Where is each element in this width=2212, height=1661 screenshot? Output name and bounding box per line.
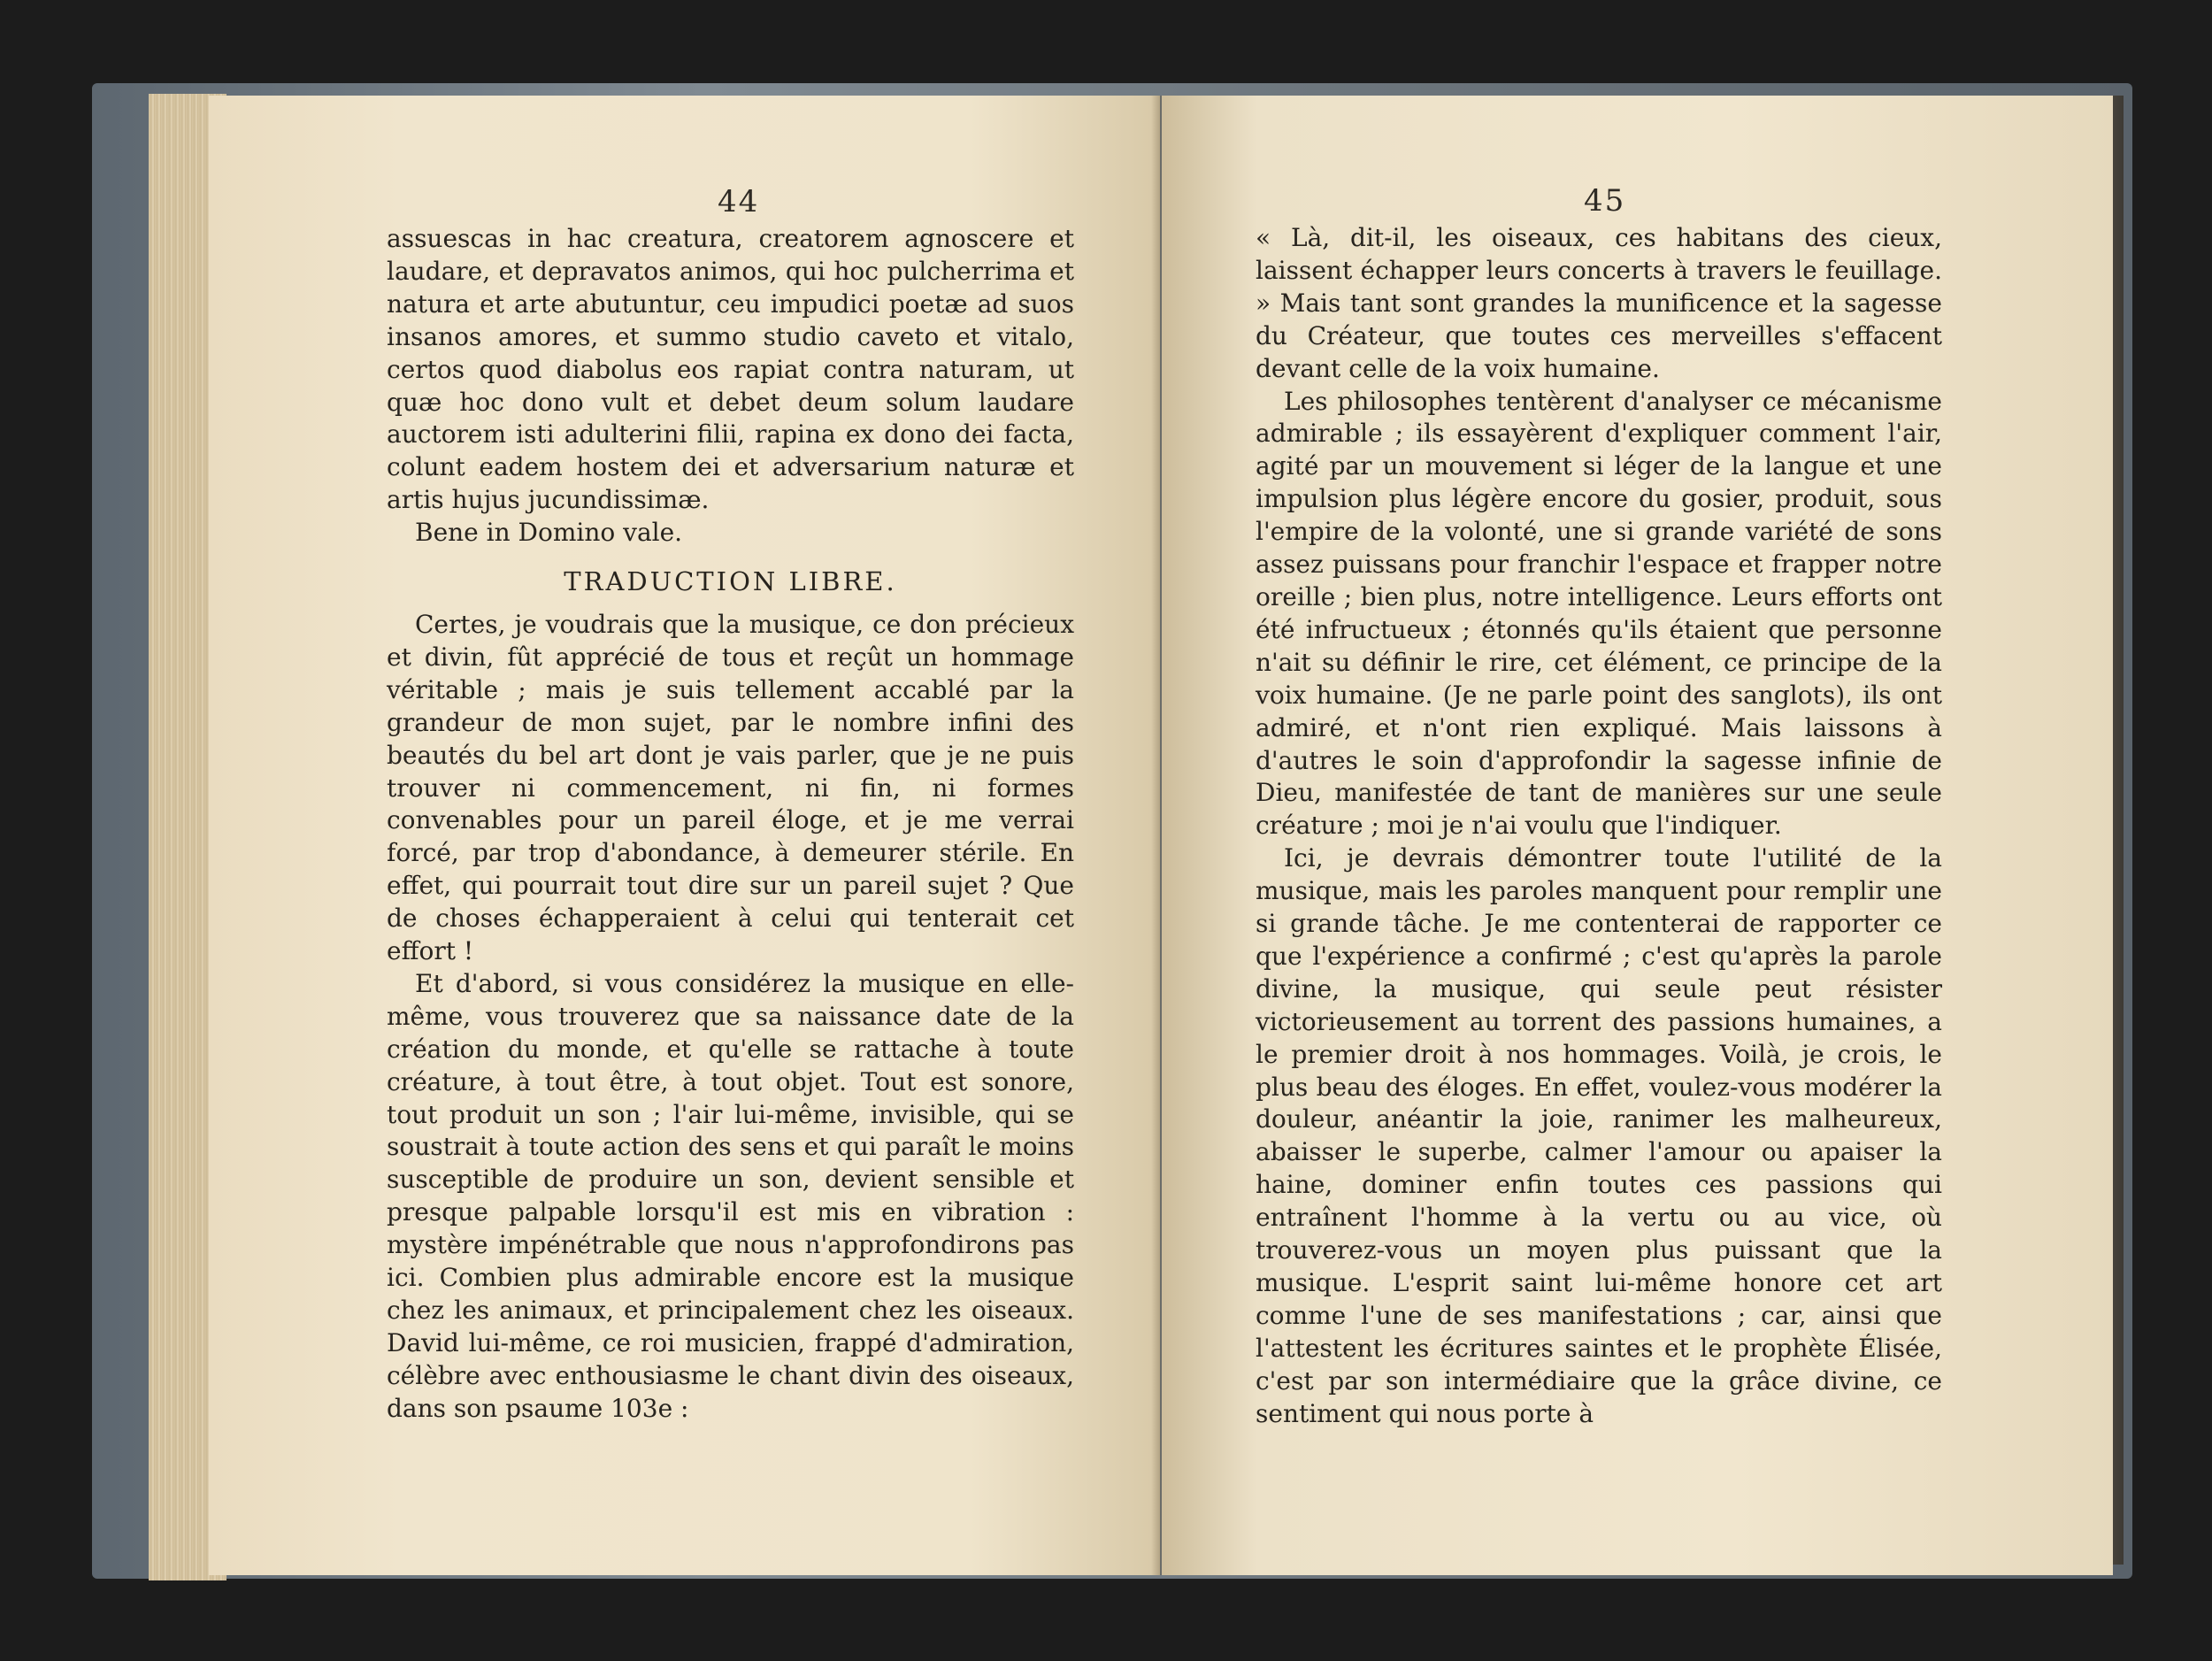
paragraph: Bene in Domino vale. — [415, 518, 683, 548]
paragraph: Certes, je voudrais que la musique, ce don précieux et divin, fût apprécié de tous et reçût un hommage véritable ; mais je suis tellement accablé par la grandeur de mon sujet, par le nombre infini des beautés du bel art dont je vais parler, que je ne puis trouver ni commencement, ni fin, ni formes convenables pour un pareil éloge, et je me verrai forcé, par trop d'abondance, à demeurer stérile. En effet, qui pourrait tout dire sur un pareil sujet ? Que de choses échapperaient à celui qui tenterait cet effort ! — [387, 609, 1074, 966]
paragraph: Les philosophes tentèrent d'analyser ce mécanisme admirable ; ils essayèrent d'expliquer comment l'air, agité par un mouvement si léger de la langue et une impulsion plus légère encore du gosier, produit, sous l'empire de la volonté, une si grande variété de sons assez puissans pour franchir l'espace et frapper notre oreille ; bien plus, notre intelligence. Leurs efforts ont été infructueux ; étonnés qu'ils étaient que personne n'ait su définir le rire, cet élément, ce principe de la voix humaine. (Je ne parle point des sanglots), ils ont admiré, et n'ont rien expliqué. Mais laissons à d'autres le soin d'approfondir la sagesse infinie de Dieu, manifestée de tant de manières sur une seule créature ; moi je n'ai voulu que l'indiquer. — [1256, 386, 1942, 841]
paragraph: Et d'abord, si vous considérez la musique en elle-même, vous trouverez que sa naissance date de la création du monde, et qu'elle se rattache à toute créature, à tout être, à tout objet. Tout est sonore, tout produit un son ; l'air lui-même, invisible, qui se soustrait à toute action des sens et qui paraît le moins susceptible de produire un son, devient sensible et presque palpable lorsqu'il est mis en vibration : mystère impénétrable que nous n'approfondirons pas ici. Combien plus admirable encore est la musique chez les animaux, et principalement chez les oiseaux. David lui-même, ce roi musicien, frappé d'admiration, célèbre avec enthousiasme le chant divin des oiseaux, dans son psaume 103e : — [387, 968, 1074, 1423]
right-page — [1162, 96, 2113, 1575]
page-text — [387, 223, 1074, 1426]
paragraph: Ici, je devrais démontrer toute l'utilité de la musique, mais les paroles manquent pour remplir une si grande tâche. Je me contenterai de rapporter ce que l'expérience a confirmé ; c'est qu'après la parole divine, la musique, qui seule peut résister victorieusement au torrent des passions humaines, a le premier droit à nos hommages. Voilà, je crois, le plus beau des éloges. En effet, voulez-vous modérer la douleur, anéantir la joie, ranimer les malheureux, abaisser le superbe, calmer l'amour ou apaiser la haine, dominer enfin toutes ces passions qui entraînent l'homme à la vertu ou au vice, où trouverez-vous un moyen plus puissant que la musique. L'esprit saint lui-même honore cet art comme l'une de ses manifestations ; car, ainsi que l'attestent les écritures saintes et le prophète Élisée, c'est par son intermédiaire que la grâce divine, ce sentiment qui nous porte à — [1256, 843, 1942, 1428]
page-number: 44 — [718, 184, 760, 219]
paragraph: assuescas in hac creatura, creatorem agnoscere et laudare, et depravatos animos, qui hoc pulcherrima et natura et arte abutuntur, ceu impudici poetæ ad suos insanos amores, et summo studio caveto et vitalo, certos quod diabolus eos rapiat contra naturam, ut quæ hoc dono vult et debet deum solum laudare auctorem isti adulterini filii, rapina ex dono dei facta, colunt eadem hostem dei et adversarium naturæ et artis hujus jucundissimæ. — [387, 224, 1074, 515]
page-text — [1256, 222, 1942, 1431]
left-page — [209, 96, 1160, 1575]
paragraph: « Là, dit-il, les oiseaux, ces habitans des cieux, laissent échapper leurs concerts à travers le feuillage. » Mais tant sont grandes la munificence et la sagesse du Créateur, que toutes ces merveilles s'effacent devant celle de la voix humaine. — [1256, 223, 1942, 383]
section-heading: TRADUCTION LIBRE. — [564, 566, 897, 597]
page-number: 45 — [1584, 183, 1626, 219]
